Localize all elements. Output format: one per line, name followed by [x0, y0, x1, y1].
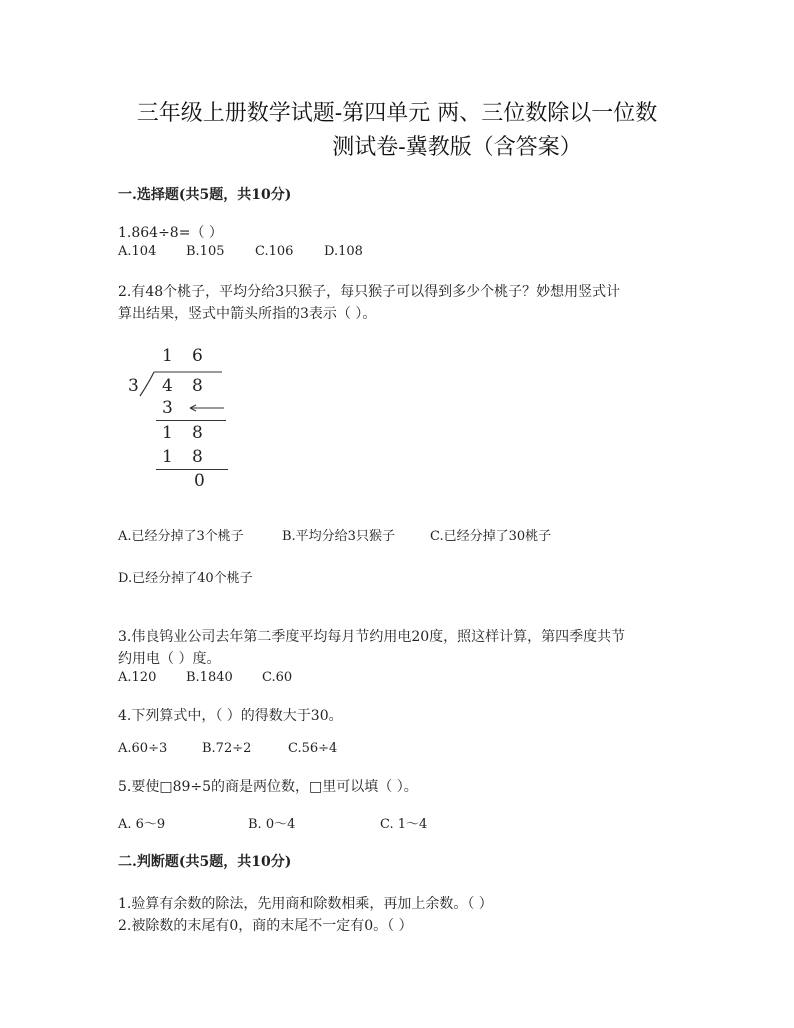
- q5-stem: 5.要使□89÷5的商是两位数，□里可以填（ ）。: [118, 779, 418, 795]
- q3-option-a: A.120: [118, 670, 157, 685]
- page-title-line1: 三年级上册数学试题-第四单元 两、三位数除以一位数: [136, 101, 658, 126]
- quotient-digit-1: 1: [162, 346, 173, 366]
- long-division-figure: [118, 338, 238, 498]
- q2-option-b: B.平均分给3只猴子: [282, 529, 395, 544]
- judgment-2-stem: 2.被除数的末尾有0，商的末尾不一定有0。（ ）: [118, 918, 413, 934]
- q4-option-b: B.72÷2: [202, 741, 252, 756]
- q2-option-a: A.已经分掉了3个桃子: [118, 529, 244, 544]
- division-rule-1: [156, 420, 226, 421]
- step3-digit-2: 8: [192, 447, 203, 467]
- division-bracket-curve: [140, 372, 154, 396]
- q2-option-d: D.已经分掉了40个桃子: [118, 571, 253, 586]
- step3-digit-1: 1: [162, 447, 173, 467]
- dividend-digit-1: 4: [162, 376, 173, 396]
- q3-stem-line1: 3.伟良钨业公司去年第二季度平均每月节约用电20度，照这样计算，第四季度共节: [118, 629, 626, 645]
- q1-option-b: B.105: [186, 244, 225, 259]
- q1-option-d: D.108: [324, 244, 363, 259]
- divisor-digit: 3: [128, 376, 139, 396]
- remainder-digit: 0: [194, 471, 205, 491]
- q2-option-c: C.已经分掉了30桃子: [430, 529, 552, 544]
- q4-stem: 4.下列算式中，（ ）的得数大于30。: [118, 708, 343, 724]
- q1-option-c: C.106: [255, 244, 294, 259]
- q3-stem-line2: 约用电（ ）度。: [118, 651, 221, 667]
- step2-digit-1: 1: [162, 423, 173, 443]
- step2-digit-2: 8: [192, 423, 203, 443]
- dividend-digit-2: 8: [192, 376, 203, 396]
- section1-heading: 一.选择题(共5题，共10分): [118, 187, 292, 203]
- section2-heading: 二.判断题(共5题，共10分): [118, 854, 292, 870]
- page-title-line2: 测试卷-冀教版（含答案）: [332, 135, 582, 160]
- quotient-digit-2: 6: [192, 346, 203, 366]
- q2-stem-line2: 算出结果，竖式中箭头所指的3表示（ ）。: [118, 306, 377, 322]
- judgment-1-stem: 1.验算有余数的除法，先用商和除数相乘，再加上余数。（ ）: [118, 896, 493, 912]
- q3-option-c: C.60: [262, 670, 293, 685]
- q1-stem: 1.864÷8=（ ）: [118, 225, 223, 241]
- step1-digit: 3: [162, 398, 173, 418]
- q1-option-a: A.104: [118, 244, 157, 259]
- q3-option-b: B.1840: [186, 670, 233, 685]
- division-bracket-svg: [118, 338, 238, 498]
- q5-option-a: A. 6～9: [118, 817, 166, 832]
- q4-option-c: C.56÷4: [288, 741, 338, 756]
- q5-option-c: C. 1～4: [380, 817, 428, 832]
- q2-stem-line1: 2.有48个桃子，平均分给3只猴子，每只猴子可以得到多少个桃子？妙想用竖式计: [118, 284, 621, 300]
- q4-option-a: A.60÷3: [118, 741, 168, 756]
- q5-option-b: B. 0～4: [248, 817, 296, 832]
- division-rule-2: [156, 469, 228, 470]
